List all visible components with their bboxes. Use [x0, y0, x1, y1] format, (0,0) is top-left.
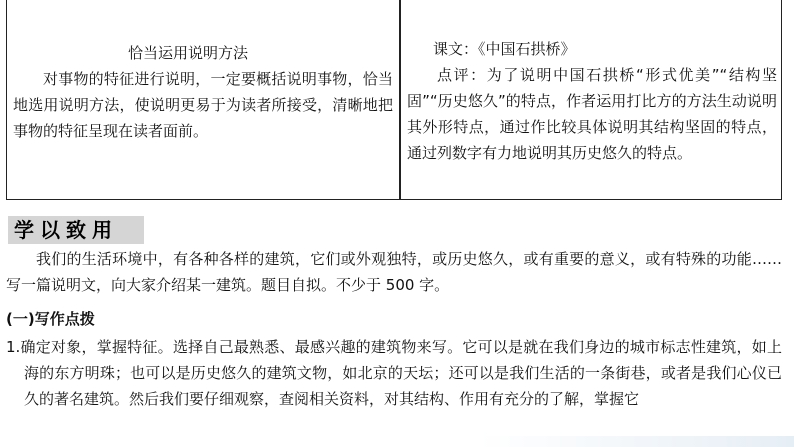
example-table [6, 0, 782, 200]
table-left-cell [7, 40, 399, 144]
section-band [8, 216, 144, 244]
writing-tip-item-1: 1.确定对象，掌握特征。选择自己最熟悉、最感兴趣的建筑物来写。它可以是就在我们身边的城市标志性建筑，如上海的东方明珠；也可以是历史悠久的建筑文物，如北京的天坛；还可以是我们生活的一条街巷，或者是我们心仪已久的著名建筑。然后我们要仔细观察，查阅相关资料，对其结构、作用有充分的了解，掌握它 [6, 338, 782, 408]
writing-prompt-text: 我们的生活环境中，有各种各样的建筑，它们或外观独特，或历史悠久，或有重要的意义，或有特殊的功能……写一篇说明文，向大家介绍某一建筑。题目自拟。不少于 500 字。 [6, 250, 782, 294]
method-description: 对事物的特征进行说明，一定要概括说明事物，恰当地选用说明方法，使说明更易于为读者所接受，清晰地把事物的特征呈现在读者面前。 [13, 70, 393, 140]
text-source: 课文：《中国石拱桥》 [433, 40, 576, 58]
writing-prompt [6, 246, 782, 298]
method-title: 恰当运用说明方法 [127, 44, 248, 62]
text-comment: 点评：为了说明中国石拱桥“形式优美”“结构坚固”“历史悠久”的特点，作者运用打比方的方法生动说明其外形特点，通过作比较具体说明其结构坚固的特点，通过列数字有力地说明其历史悠久的特点。 [407, 66, 777, 162]
table-column-divider [399, 0, 401, 199]
writing-tips [6, 334, 782, 412]
table-right-cell [407, 36, 777, 166]
section-band-label: 学以致用 [14, 218, 118, 242]
decorative-wave [480, 436, 794, 447]
writing-tips-title: (一)写作点拨 [6, 310, 95, 328]
